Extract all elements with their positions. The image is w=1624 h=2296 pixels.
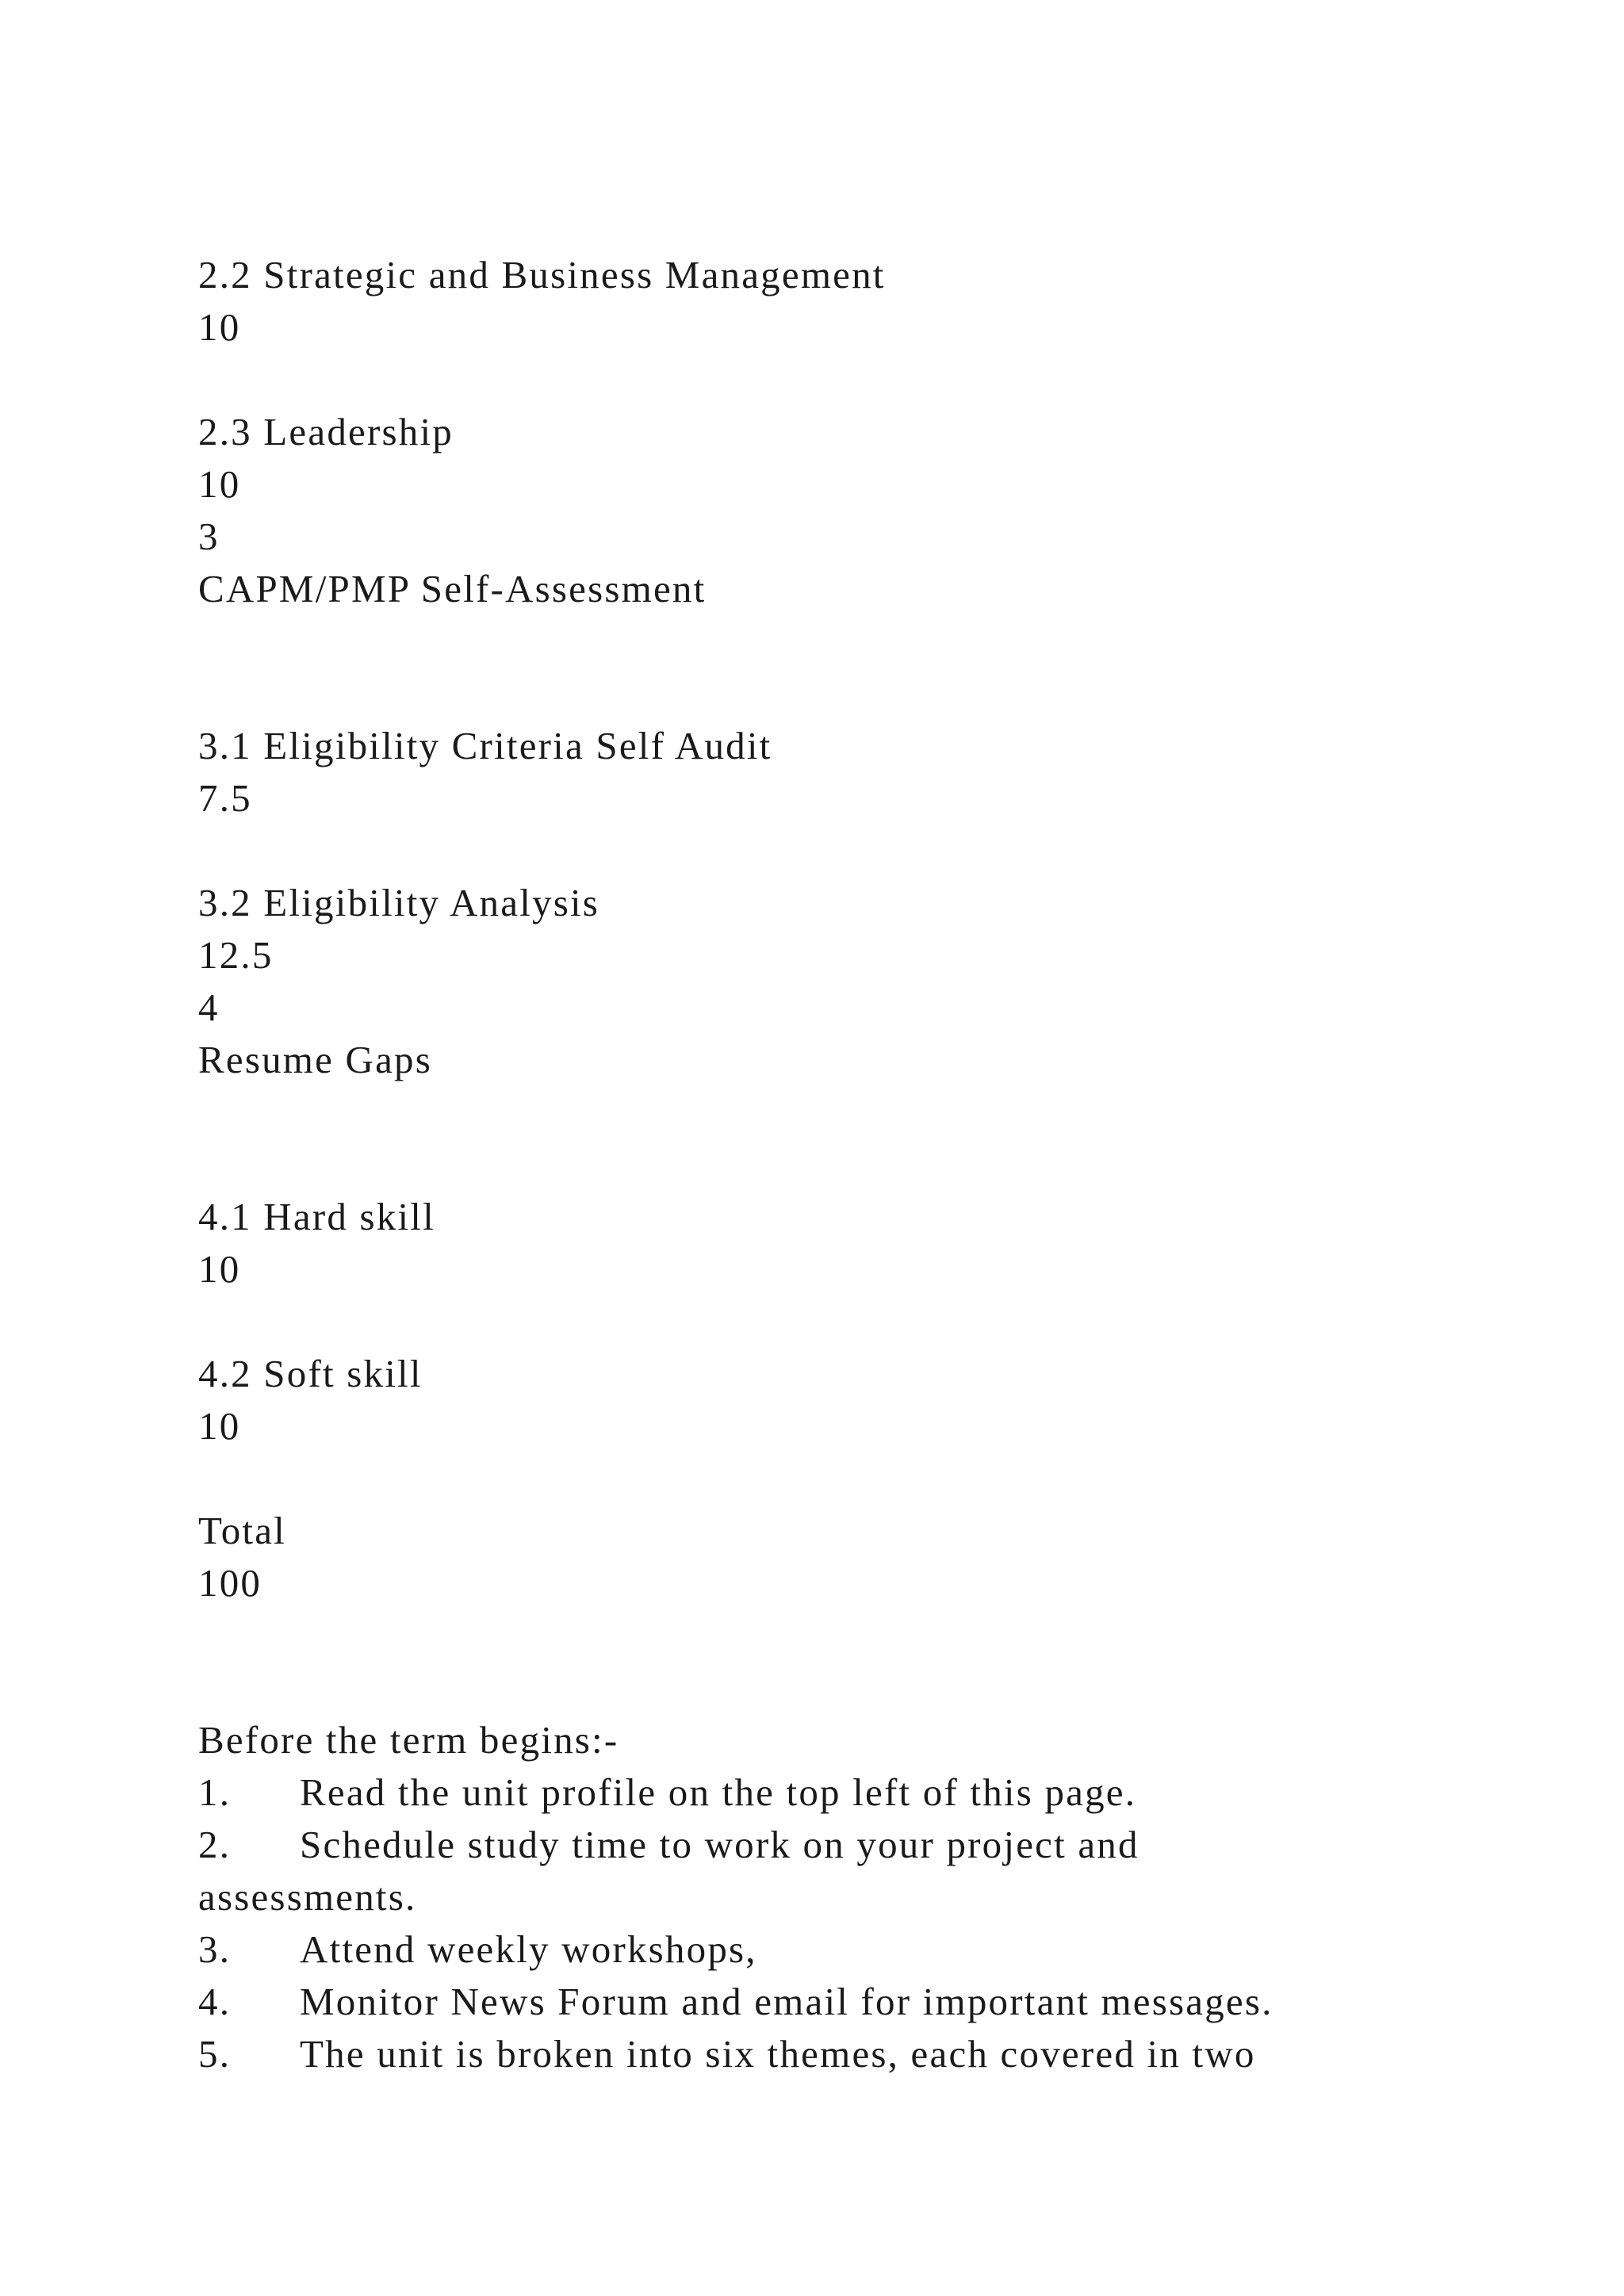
- total-label: Total: [198, 1509, 286, 1552]
- instructions-heading: Before the term begins:-: [198, 1718, 619, 1762]
- instruction-item-4: [198, 1976, 1274, 2028]
- section-score-2-3: 10: [198, 462, 241, 506]
- section-score-4-2: 10: [198, 1404, 241, 1448]
- section-title-4: Resume Gaps: [198, 1038, 433, 1081]
- section-number-3: 3: [198, 515, 220, 558]
- instruction-number: 4.: [198, 1980, 232, 2023]
- instruction-text: The unit is broken into six themes, each covered in two: [300, 2032, 1256, 2076]
- total-value: 100: [198, 1561, 262, 1605]
- section-score-4-1: 10: [198, 1247, 241, 1291]
- instruction-number: 3.: [198, 1927, 232, 1971]
- section-label-3-1: 3.1 Eligibility Criteria Self Audit: [198, 724, 772, 767]
- instruction-text: Monitor News Forum and email for important messages.: [300, 1980, 1274, 2023]
- instruction-number: 5.: [198, 2032, 232, 2076]
- section-number-4: 4: [198, 985, 220, 1029]
- instruction-text: Schedule study time to work on your project and: [300, 1823, 1139, 1866]
- section-title-3: CAPM/PMP Self-Assessment: [198, 567, 707, 610]
- section-label-4-1: 4.1 Hard skill: [198, 1195, 435, 1238]
- section-label-2-2: 2.2 Strategic and Business Management: [198, 253, 886, 297]
- instruction-item-2: [198, 1819, 1139, 1871]
- instruction-item-2-continued: assessments.: [198, 1875, 417, 1919]
- instruction-number: 1.: [198, 1770, 232, 1814]
- section-label-3-2: 3.2 Eligibility Analysis: [198, 881, 600, 924]
- section-score-2-2: 10: [198, 305, 241, 349]
- section-label-2-3: 2.3 Leadership: [198, 410, 454, 453]
- instruction-item-3: [198, 1923, 757, 1976]
- instruction-number: 2.: [198, 1823, 232, 1866]
- section-score-3-2: 12.5: [198, 933, 274, 977]
- section-label-4-2: 4.2 Soft skill: [198, 1352, 423, 1395]
- instruction-item-1: [198, 1766, 1136, 1819]
- section-score-3-1: 7.5: [198, 776, 252, 820]
- instruction-item-5: [198, 2028, 1256, 2080]
- instruction-text: Read the unit profile on the top left of this page.: [300, 1770, 1137, 1814]
- instruction-text: Attend weekly workshops,: [300, 1927, 757, 1971]
